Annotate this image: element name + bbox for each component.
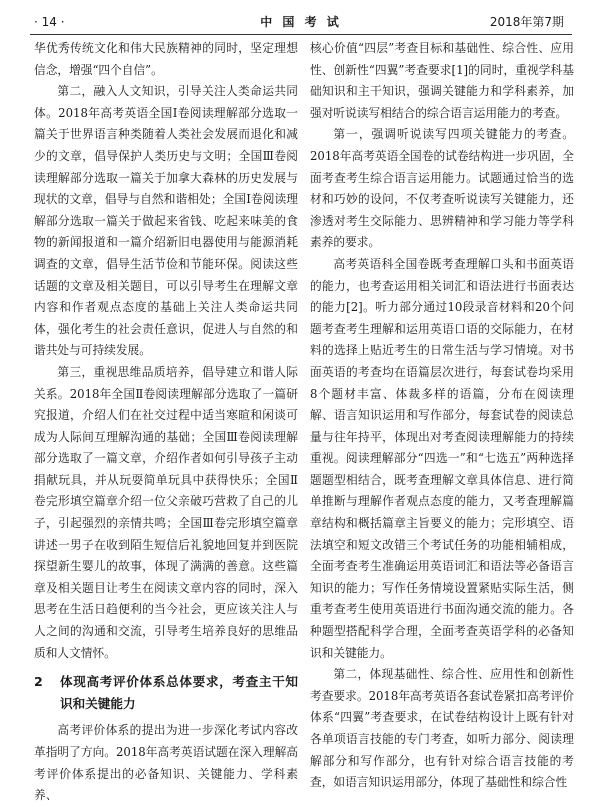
paragraph: 第二，融入人文知识，引导关注人类命运共同体。2018年高考英语全国Ⅰ卷阅读理解部分选取一篇关于世界语言种类随着人类社会发展而退化和减少的文章，倡导保护人类历史与文明；全国Ⅲ卷阅读理解部分选取一篇关于加拿大森林的历史发展与现状的文章，倡导与自然和谐相处；全国Ⅰ卷阅读理解部分选取一篇关于做起来省钱、吃起来味美的食物的新闻报道和一篇介绍新旧电器使用与能源消耗调查的文章，倡导生活节俭和节能环保。阅读这些话题的文章及相关题目，可以引导考生在理解文章内容和作者观点态度的基础上关注人类命运共同体，强化考生的社会责任意识，促进人与自然的和谐共处与可持续发展。 <box>34 84 298 358</box>
section-heading <box>34 671 298 714</box>
right-column <box>310 38 574 794</box>
paragraph: 第一，强调听说读写四项关键能力的考查。2018年高考英语全国卷的试卷结构进一步巩固，全面考查考生综合语言运用能力。试题通过恰当的选材和巧妙的设问，不仅考查听说读写关键能力，还渗透对考生交际能力、思辨精神和学习能力等学科素养的要求。 <box>310 127 574 250</box>
paragraph: 华优秀传统文化和伟大民族精神的同时，坚定理想信念，增强“四个自信”。 <box>34 41 298 77</box>
left-column <box>34 38 298 807</box>
paragraph: 高考评价体系的提出为进一步深化考试内容改革指明了方向。2018年高考英语试题在深入理解高考评价体系提出的必备知识、关键能力、学科素养、 <box>34 723 298 803</box>
paragraph: 高考英语科全国卷既考查理解口头和书面英语的能力，也考查运用相关词汇和语法进行书面表达的能力[2]。听力部分通过10段录音材料和20个问题考查考生理解和运用英语口语的交际能力，在材料的选择上贴近考生的日常生活与学习情境。对书面英语的考查均在语篇层次进行，每套试卷均采用8个题材丰富、体裁多样的语篇，分布在阅读理解、语言知识运用和写作部分，每套试卷的阅读总量与往年持平，体现出对考查阅读理解能力的持续重视。阅读理解部分“四选一”和“七选五”两种选择题题型相结合，既考查理解文章具体信息、进行简单推断与理解作者观点态度的能力，又考查理解篇章结构和概括篇章主旨要义的能力；完形填空、语法填空和短文改错三个考试任务的功能相辅相成，全面考查考生准确运用英语词汇和语法等必备语言知识的能力；写作任务情境设置紧贴实际生活，侧重考查考生使用英语进行书面沟通交流的能力。各种题型搭配科学合理，全面考查英语学科的必备知识和关键能力。 <box>310 256 574 660</box>
journal-title: 中 国 考 试 <box>260 15 342 29</box>
page-number: · 14 · <box>34 15 65 29</box>
header-rule <box>30 34 572 35</box>
paragraph: 核心价值“四层”考查目标和基础性、综合性、应用性、创新性“四翼”考查要求[1]的同时，重视学科基础知识和主干知识，强调关键能力和学科素养，加强对听说读写相结合的综合语言运用能力的考查。 <box>310 41 574 120</box>
section-number: 2 <box>34 674 43 690</box>
section-title: 体现高考评价体系总体要求，考查主干知识和关键能力 <box>60 674 298 711</box>
paragraph: 第三，重视思维品质培养，倡导建立和谐人际关系。2018年全国Ⅱ卷阅读理解部分选取了一篇研究报道，介绍人们在社交过程中适当寒暄和闲谈可成为人际间互理解沟通的基础；全国Ⅲ卷阅读理解部分选取了一篇文章，介绍作者如何引导孩子主动捐献玩具，并从玩耍简单玩具中获得快乐；全国Ⅱ卷完形填空篇章介绍一位父亲破巧营救了自己的儿子，引起强烈的亲情共鸣；全国Ⅲ卷完形填空篇章讲述一男子在收到陌生短信后礼貌地回复并到医院探望新生婴儿的故事，体现了满满的善意。这些篇章及相关题目让考生在阅读文章内容的同时，深入思考在生活日趋便利的当今社会，更应该关注人与人之间的沟通和交流，引导考生培养良好的思维品质和人文情怀。 <box>34 364 298 660</box>
issue-label: 2018年第7期 <box>489 15 564 29</box>
paragraph: 第二，体现基础性、综合性、应用性和创新性考查要求。2018年高考英语各套试卷紧扣高考评价体系“四翼”考查要求，在试卷结构设计上既有针对各单项语言技能的专门考查，如听力部分、阅读理解部分和写作部分，也有针对综合语言技能的考查，如语言知识运用部分，体现了基础性和综合性 <box>310 667 574 790</box>
